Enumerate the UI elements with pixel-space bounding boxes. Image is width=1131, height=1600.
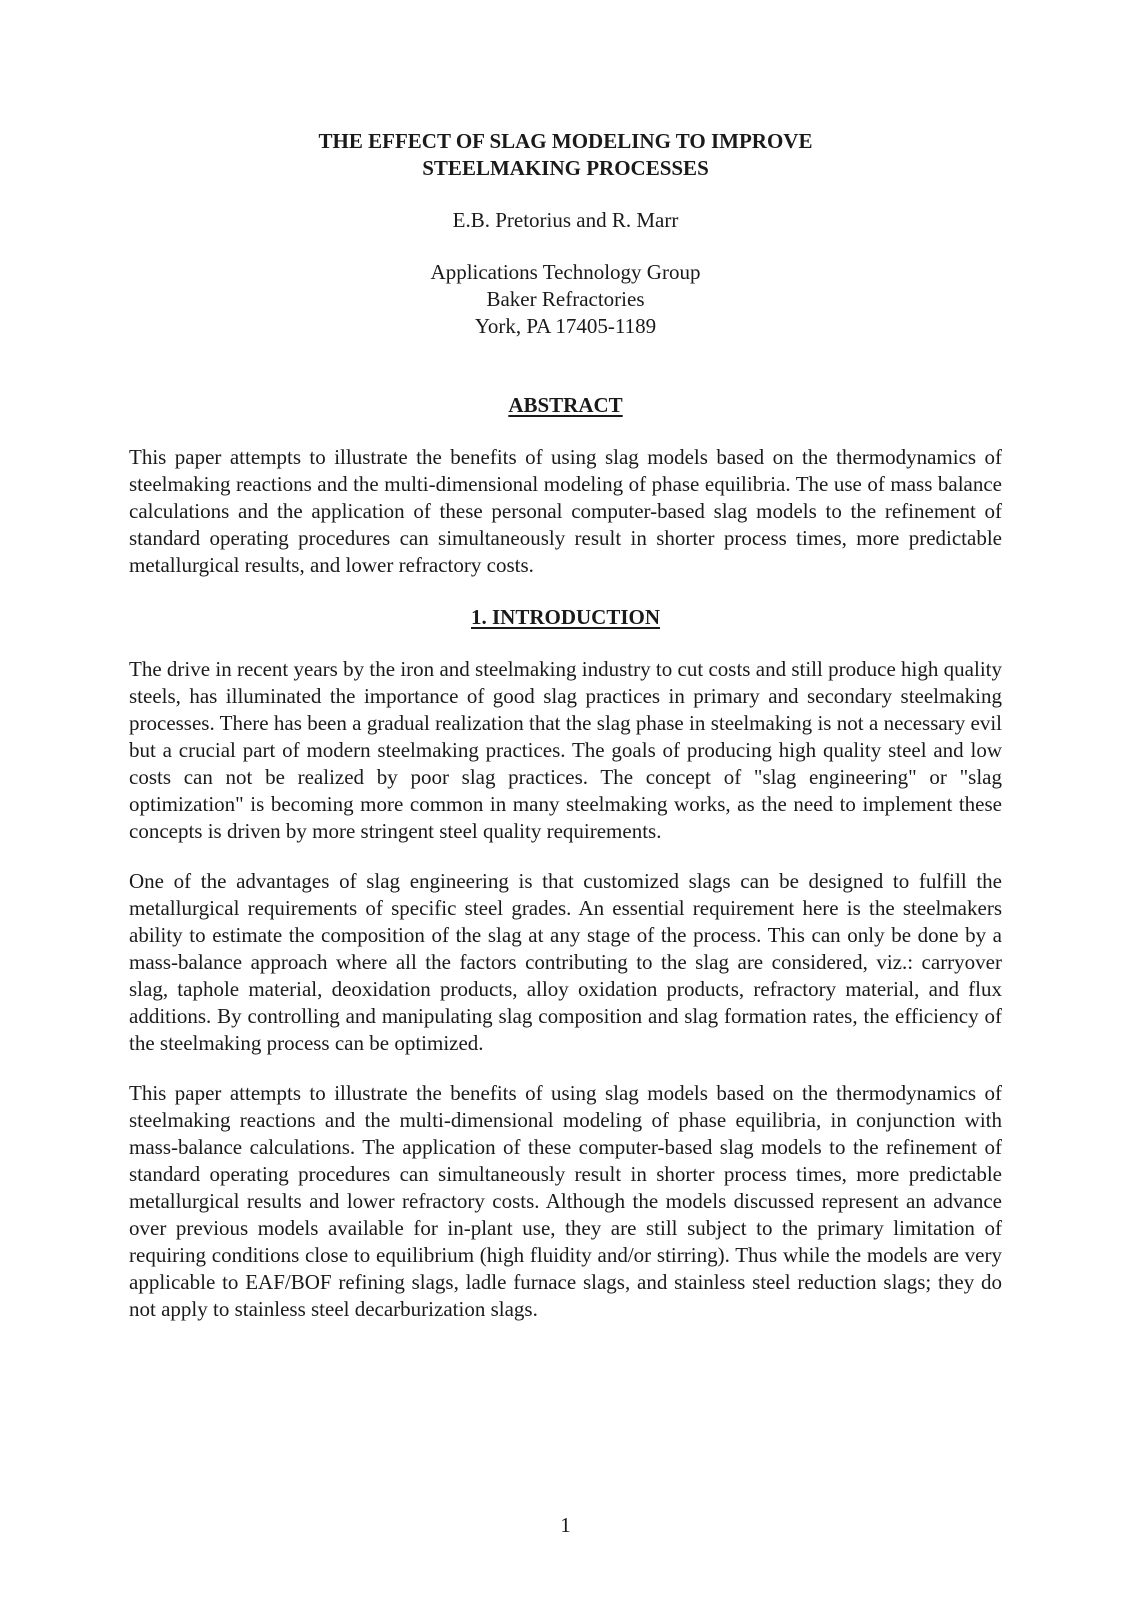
paper-title-line-1: THE EFFECT OF SLAG MODELING TO IMPROVE [318, 129, 813, 153]
paper-title [129, 128, 1002, 182]
page-content [129, 128, 1002, 1323]
introduction-heading: 1. INTRODUCTION [470, 605, 661, 629]
author-affiliation [129, 259, 1002, 340]
affiliation-address: York, PA 17405-1189 [474, 314, 657, 338]
abstract-heading: ABSTRACT [508, 393, 623, 417]
abstract-paragraph: This paper attempts to illustrate the benefits of using slag models based on the thermodynamics of steelmaking reactions and the multi-dimensional modeling of phase equilibria. The use of mass balance calculations and the application of these personal computer-based slag models to the refinement of standard operating procedures can simultaneously result in shorter process times, more predictable metallurgical results, and lower refractory costs. [129, 445, 1002, 577]
page-number: 1 [560, 1513, 571, 1537]
introduction-paragraph-1: The drive in recent years by the iron and steelmaking industry to cut costs and still produce high quality steels, has illuminated the importance of good slag practices in primary and secondary steelmaking processes. There has been a gradual realization that the slag phase in steelmaking is not a necessary evil but a crucial part of modern steelmaking practices. The goals of producing high quality steel and low costs can not be realized by poor slag practices. The concept of "slag engineering" or "slag optimization" is becoming more common in many steelmaking works, as the need to implement these concepts is driven by more stringent steel quality requirements. [129, 657, 1002, 843]
paper-authors: E.B. Pretorius and R. Marr [452, 208, 679, 232]
affiliation-group: Applications Technology Group [430, 260, 701, 284]
paper-title-line-2: STEELMAKING PROCESSES [422, 156, 709, 180]
introduction-paragraph-3: This paper attempts to illustrate the benefits of using slag models based on the thermodynamics of steelmaking reactions and the multi-dimensional modeling of phase equilibria, in conjunction with mass-balance calculations. The application of these computer-based slag models to the refinement of standard operating procedures can simultaneously result in shorter process times, more predictable metallurgical results and lower refractory costs. Although the models discussed represent an advance over previous models available for in-plant use, they are still subject to the primary limitation of requiring conditions close to equilibrium (high fluidity and/or stirring). Thus while the models are very applicable to EAF/BOF refining slags, ladle furnace slags, and stainless steel reduction slags; they do not apply to stainless steel decarburization slags. [129, 1081, 1002, 1321]
affiliation-company: Baker Refractories [486, 287, 645, 311]
introduction-paragraph-2: One of the advantages of slag engineering is that customized slags can be designed to fulfill the metallurgical requirements of specific steel grades. An essential requirement here is the steelmakers ability to estimate the composition of the slag at any stage of the process. This can only be done by a mass-balance approach where all the factors contributing to the slag are considered, viz.: carryover slag, taphole material, deoxidation products, alloy oxidation products, refractory material, and flux additions. By controlling and manipulating slag composition and slag formation rates, the efficiency of the steelmaking process can be optimized. [129, 869, 1002, 1055]
